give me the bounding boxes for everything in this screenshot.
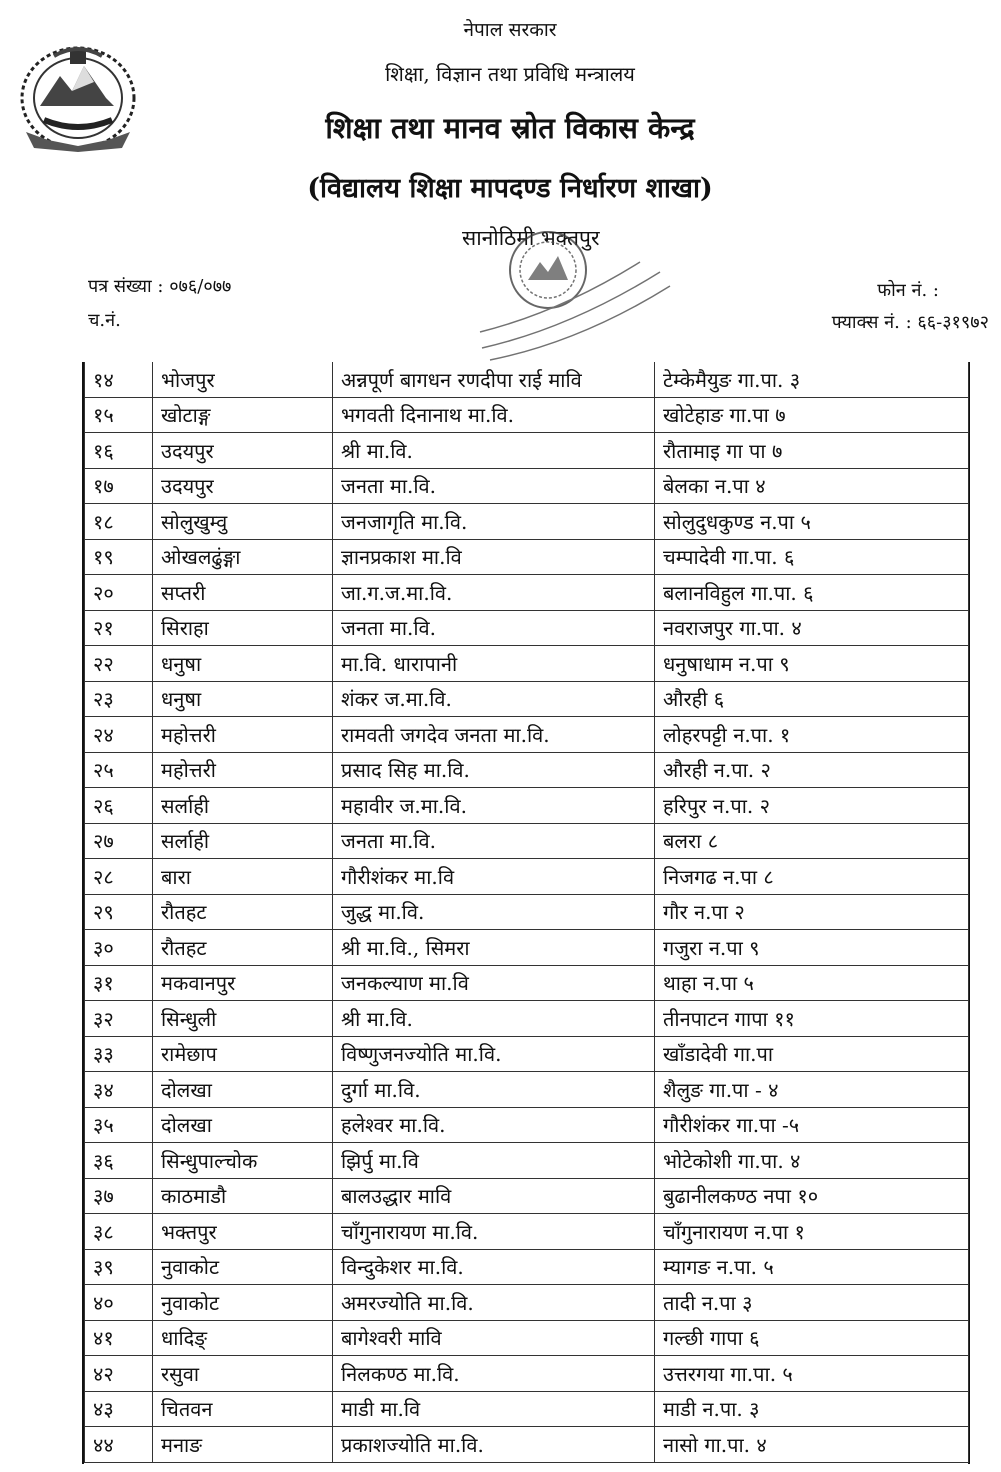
table-row <box>85 646 969 682</box>
school-name-cell: अमरज्योति मा.वि. <box>333 1285 655 1321</box>
school-name-cell: श्री मा.वि. <box>333 1001 655 1037</box>
district-cell: उदयपुर <box>153 468 333 504</box>
serial-number-cell: ३० <box>85 930 153 966</box>
address-cell: शैलुङ गा.पा - ४ <box>655 1072 969 1108</box>
table-row <box>85 1285 969 1321</box>
school-name-cell: अन्नपूर्ण बागधन रणदीपा राई मावि <box>333 362 655 397</box>
address-cell: धनुषाधाम न.पा ९ <box>655 646 969 682</box>
address-cell: थाहा न.पा ५ <box>655 965 969 1001</box>
school-name-cell: बालउद्धार मावि <box>333 1178 655 1214</box>
district-cell: धनुषा <box>153 646 333 682</box>
phone-number: फोन नं. : <box>877 280 939 301</box>
table-row <box>85 539 969 575</box>
district-cell: सर्लाही <box>153 788 333 824</box>
table-row <box>85 859 969 895</box>
serial-number-cell: २४ <box>85 717 153 753</box>
school-name-cell: जनजागृति मा.वि. <box>333 504 655 540</box>
address-cell: टेम्केमैयुङ गा.पा. ३ <box>655 362 969 397</box>
government-title: नेपाल सरकार <box>463 19 557 41</box>
address-cell: नवराजपुर गा.पा. ४ <box>655 610 969 646</box>
district-cell: धनुषा <box>153 681 333 717</box>
district-cell: महोत्तरी <box>153 752 333 788</box>
district-cell: सिराहा <box>153 610 333 646</box>
address-cell: माडी न.पा. ३ <box>655 1391 969 1427</box>
address-cell: उत्तरगया गा.पा. ५ <box>655 1356 969 1392</box>
serial-number-cell: ४३ <box>85 1391 153 1427</box>
address-cell: सोलुदुधकुण्ड न.पा ५ <box>655 504 969 540</box>
school-name-cell: जनता मा.वि. <box>333 468 655 504</box>
district-cell: खोटाङ्ग <box>153 397 333 433</box>
address-cell: बेलका न.पा ४ <box>655 468 969 504</box>
serial-number-cell: ३५ <box>85 1107 153 1143</box>
school-name-cell: माडी मा.वि <box>333 1391 655 1427</box>
serial-number-cell: ४४ <box>85 1427 153 1463</box>
serial-number-cell: ३२ <box>85 1001 153 1037</box>
table-row <box>85 1391 969 1427</box>
address-cell: गल्छी गापा ६ <box>655 1320 969 1356</box>
table-row <box>85 1072 969 1108</box>
district-cell: रामेछाप <box>153 1036 333 1072</box>
address-cell: खाँडादेवी गा.पा <box>655 1036 969 1072</box>
school-name-cell: विष्णुजनज्योति मा.वि. <box>333 1036 655 1072</box>
district-cell: नुवाकोट <box>153 1285 333 1321</box>
table-row <box>85 894 969 930</box>
school-name-cell: श्री मा.वि., सिमरा <box>333 930 655 966</box>
fax-number: फ्याक्स नं. : ६६-३१९७२ <box>831 312 989 333</box>
serial-number-cell: १५ <box>85 397 153 433</box>
school-list-table <box>84 362 969 1463</box>
district-cell: सप्तरी <box>153 575 333 611</box>
district-cell: ओखलढुंङ्गा <box>153 539 333 575</box>
table-row <box>85 468 969 504</box>
office-stamp-icon <box>470 222 675 362</box>
district-cell: काठमाडौ <box>153 1178 333 1214</box>
district-cell: उदयपुर <box>153 433 333 469</box>
table-row <box>85 681 969 717</box>
serial-number-cell: ३६ <box>85 1143 153 1179</box>
address-cell: औरही न.पा. २ <box>655 752 969 788</box>
district-cell: सोलुखुम्वु <box>153 504 333 540</box>
serial-number-cell: १७ <box>85 468 153 504</box>
district-cell: मनाङ <box>153 1427 333 1463</box>
address-cell: बलरा ८ <box>655 823 969 859</box>
district-cell: भक्तपुर <box>153 1214 333 1250</box>
school-name-cell: विन्दुकेशर मा.वि. <box>333 1249 655 1285</box>
school-name-cell: दुर्गा मा.वि. <box>333 1072 655 1108</box>
serial-number-cell: २९ <box>85 894 153 930</box>
address-cell: म्यागङ न.पा. ५ <box>655 1249 969 1285</box>
school-name-cell: प्रकाशज्योति मा.वि. <box>333 1427 655 1463</box>
address-cell: हरिपुर न.पा. २ <box>655 788 969 824</box>
table-row <box>85 1356 969 1392</box>
district-cell: सिन्धुली <box>153 1001 333 1037</box>
table-row <box>85 397 969 433</box>
serial-number-cell: २२ <box>85 646 153 682</box>
district-cell: चितवन <box>153 1391 333 1427</box>
table-row <box>85 788 969 824</box>
district-cell: रौतहट <box>153 894 333 930</box>
district-cell: रौतहट <box>153 930 333 966</box>
address-cell: औरही ६ <box>655 681 969 717</box>
table-row <box>85 965 969 1001</box>
serial-number-cell: ३९ <box>85 1249 153 1285</box>
table-row <box>85 930 969 966</box>
serial-number-cell: २६ <box>85 788 153 824</box>
serial-number-cell: २१ <box>85 610 153 646</box>
school-name-cell: शंकर ज.मा.वि. <box>333 681 655 717</box>
district-cell: रसुवा <box>153 1356 333 1392</box>
school-name-cell: झिर्पु मा.वि <box>333 1143 655 1179</box>
serial-number-cell: ३१ <box>85 965 153 1001</box>
table-row <box>85 433 969 469</box>
serial-number-cell: १८ <box>85 504 153 540</box>
centre-title: शिक्षा तथा मानव स्रोत विकास केन्द्र <box>325 111 695 145</box>
district-cell: भोजपुर <box>153 362 333 397</box>
address-cell: नासो गा.पा. ४ <box>655 1427 969 1463</box>
table-row <box>85 1107 969 1143</box>
table-row <box>85 717 969 753</box>
serial-number-cell: १९ <box>85 539 153 575</box>
district-cell: नुवाकोट <box>153 1249 333 1285</box>
table-row <box>85 752 969 788</box>
school-list-body <box>85 362 969 1462</box>
table-row <box>85 823 969 859</box>
serial-number-cell: ४१ <box>85 1320 153 1356</box>
dispatch-number: च.नं. <box>88 310 121 331</box>
nepal-emblem-icon <box>14 36 142 156</box>
school-name-cell: भगवती दिनानाथ मा.वि. <box>333 397 655 433</box>
school-name-cell: बागेश्वरी मावि <box>333 1320 655 1356</box>
district-cell: धादिङ् <box>153 1320 333 1356</box>
address-cell: बुढानीलकण्ठ नपा १० <box>655 1178 969 1214</box>
district-cell: मकवानपुर <box>153 965 333 1001</box>
serial-number-cell: ३४ <box>85 1072 153 1108</box>
office-location: सानोठिमी भक्तपुर <box>462 226 600 250</box>
school-name-cell: निलकण्ठ मा.वि. <box>333 1356 655 1392</box>
school-name-cell: रामवती जगदेव जनता मा.वि. <box>333 717 655 753</box>
serial-number-cell: २३ <box>85 681 153 717</box>
district-cell: दोलखा <box>153 1107 333 1143</box>
school-name-cell: चाँगुनारायण मा.वि. <box>333 1214 655 1250</box>
school-name-cell: गौरीशंकर मा.वि <box>333 859 655 895</box>
table-row <box>85 610 969 646</box>
table-row <box>85 504 969 540</box>
serial-number-cell: २८ <box>85 859 153 895</box>
address-cell: गजुरा न.पा ९ <box>655 930 969 966</box>
serial-number-cell: ४२ <box>85 1356 153 1392</box>
district-cell: सिन्धुपाल्चोक <box>153 1143 333 1179</box>
serial-number-cell: १६ <box>85 433 153 469</box>
serial-number-cell: २७ <box>85 823 153 859</box>
school-name-cell: जनता मा.वि. <box>333 823 655 859</box>
address-cell: गौर न.पा २ <box>655 894 969 930</box>
table-row <box>85 1036 969 1072</box>
address-cell: बलानविहुल गा.पा. ६ <box>655 575 969 611</box>
school-name-cell: हलेश्वर मा.वि. <box>333 1107 655 1143</box>
ministry-title: शिक्षा, विज्ञान तथा प्रविधि मन्त्रालय <box>385 62 635 86</box>
serial-number-cell: ३७ <box>85 1178 153 1214</box>
address-cell: खोटेहाङ गा.पा ७ <box>655 397 969 433</box>
address-cell: तादी न.पा ३ <box>655 1285 969 1321</box>
school-name-cell: जनकल्याण मा.वि <box>333 965 655 1001</box>
table-row <box>85 1143 969 1179</box>
table-row <box>85 1214 969 1250</box>
branch-title: (विद्यालय शिक्षा मापदण्ड निर्धारण शाखा) <box>307 173 713 204</box>
table-row <box>85 1427 969 1463</box>
school-list-frame <box>82 362 970 1464</box>
serial-number-cell: २० <box>85 575 153 611</box>
school-name-cell: प्रसाद सिह मा.वि. <box>333 752 655 788</box>
serial-number-cell: १४ <box>85 362 153 397</box>
serial-number-cell: ४० <box>85 1285 153 1321</box>
school-name-cell: ज्ञानप्रकाश मा.वि <box>333 539 655 575</box>
serial-number-cell: २५ <box>85 752 153 788</box>
school-name-cell: जा.ग.ज.मा.वि. <box>333 575 655 611</box>
serial-number-cell: ३८ <box>85 1214 153 1250</box>
address-cell: रौतामाइ गा पा ७ <box>655 433 969 469</box>
school-name-cell: जनता मा.वि. <box>333 610 655 646</box>
school-name-cell: श्री मा.वि. <box>333 433 655 469</box>
address-cell: निजगढ न.पा ८ <box>655 859 969 895</box>
school-name-cell: महावीर ज.मा.वि. <box>333 788 655 824</box>
address-cell: भोटेकोशी गा.पा. ४ <box>655 1143 969 1179</box>
district-cell: सर्लाही <box>153 823 333 859</box>
address-cell: लोहरपट्टी न.पा. १ <box>655 717 969 753</box>
district-cell: दोलखा <box>153 1072 333 1108</box>
address-cell: तीनपाटन गापा ११ <box>655 1001 969 1037</box>
table-row <box>85 1001 969 1037</box>
school-name-cell: मा.वि. धारापानी <box>333 646 655 682</box>
table-row <box>85 1178 969 1214</box>
table-row <box>85 1249 969 1285</box>
address-cell: गौरीशंकर गा.पा -५ <box>655 1107 969 1143</box>
serial-number-cell: ३३ <box>85 1036 153 1072</box>
district-cell: महोत्तरी <box>153 717 333 753</box>
district-cell: बारा <box>153 859 333 895</box>
table-row <box>85 1320 969 1356</box>
reference-number: पत्र संख्या : ०७६/०७७ <box>88 276 232 297</box>
address-cell: चम्पादेवी गा.पा. ६ <box>655 539 969 575</box>
table-row <box>85 575 969 611</box>
school-name-cell: जुद्ध मा.वि. <box>333 894 655 930</box>
table-row <box>85 362 969 397</box>
address-cell: चाँगुनारायण न.पा १ <box>655 1214 969 1250</box>
